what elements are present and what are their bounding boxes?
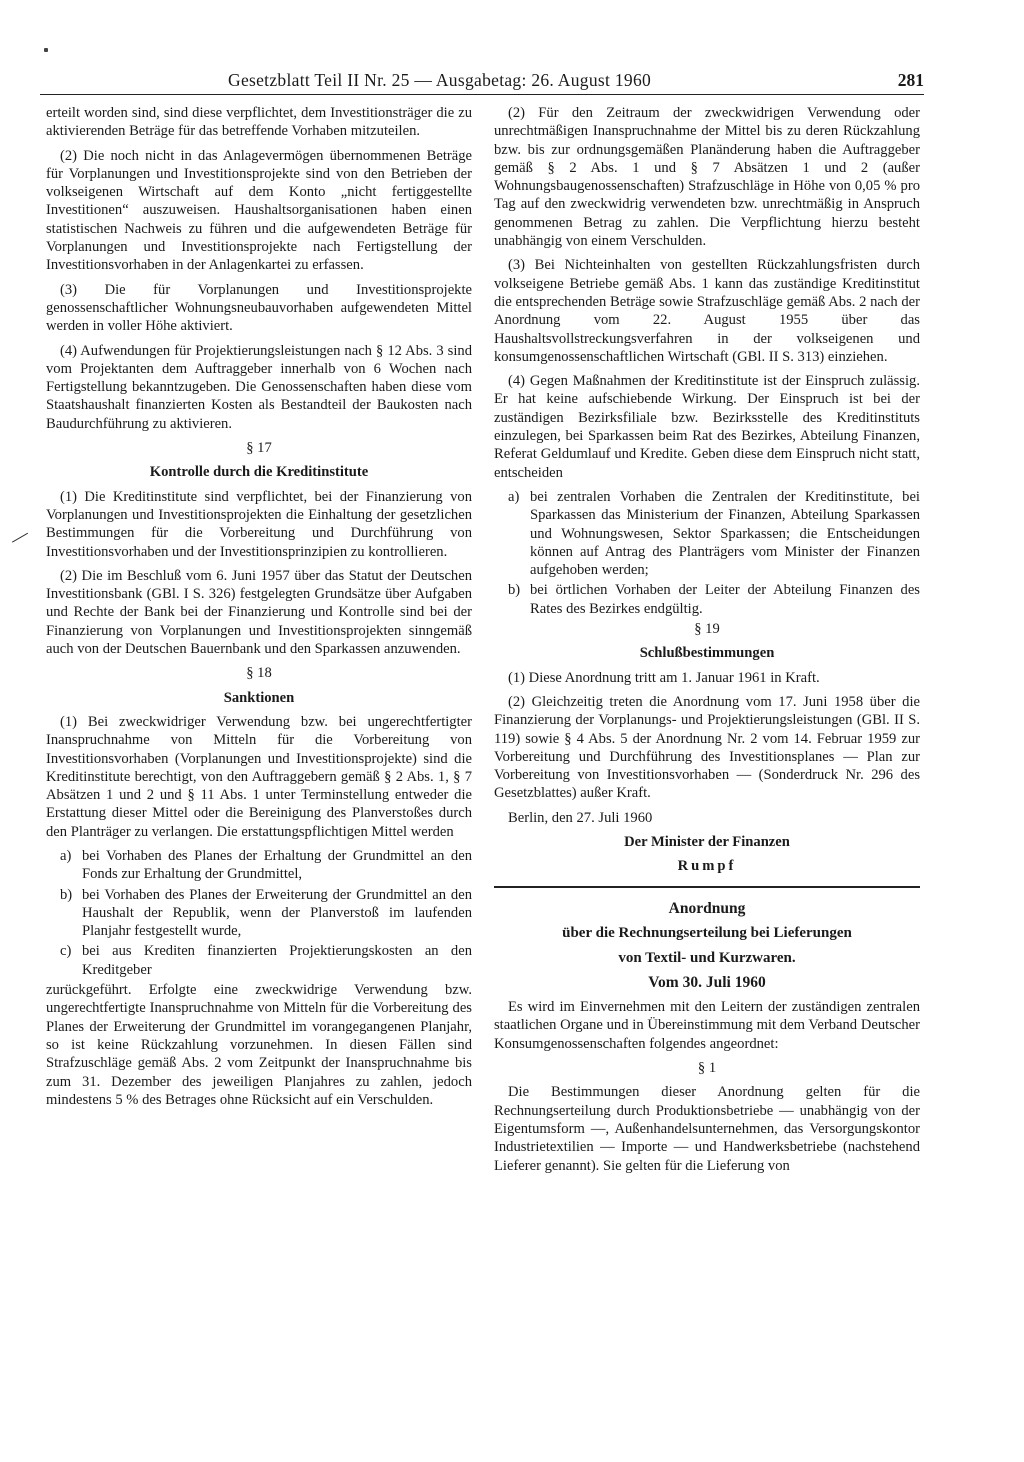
list-item bbox=[46, 847, 472, 884]
paragraph: (3) Die für Vorplanungen und Investitionsprojekte genossenschaftlicher Wohnungsneubauvorhaben aufgewendeten Mittel werden in voller Höhe aktiviert. bbox=[46, 281, 472, 335]
list-text: bei örtlichen Vorhaben der Leiter der Abteilung Finanzen des Rates des Bezirkes endgültig. bbox=[530, 582, 920, 617]
place-date: Berlin, den 27. Juli 1960 bbox=[508, 809, 653, 826]
list-label: a) bbox=[508, 488, 520, 505]
list-text: bei Vorhaben des Planes der Erweiterung der Grundmittel an den Haushalt der Republik, wenn der Planverstoß im laufenden Planjahr festgestellt wurde, bbox=[82, 886, 472, 940]
signatory-title: Der Minister der Finanzen bbox=[624, 833, 790, 850]
section-title: Schlußbestimmungen bbox=[639, 645, 775, 662]
section-title: Kontrolle durch die Kreditinstitute bbox=[149, 464, 369, 481]
list-label: b) bbox=[60, 886, 73, 903]
paragraph: erteilt worden sind, sind diese verpflichtet, dem Investitionsträger die zu aktivierenden Beträge für das betreffende Vorhaben mitzuteilen. bbox=[46, 105, 472, 140]
paragraph: (2) Gleichzeitig treten die Anordnung vom 17. Juni 1958 über die Finanzierung der Vorplanungs- und Projektierungsleistungen (GBl. II S. 119) sowie § 4 Abs. 5 der Anordnung Nr. 2 vom 14. Februar 1959 zur Vorbereitung und Durchführung des Investitionsplanes — Plan zur Vorbereitung von Investitionsvorhaben — (Sonderdruck Nr. 296 des Gesetzblattes) außer Kraft. bbox=[494, 693, 920, 802]
right-column bbox=[494, 104, 920, 1181]
list-item bbox=[46, 886, 472, 941]
margin-pen-mark bbox=[6, 522, 28, 542]
scan-speck bbox=[44, 48, 48, 52]
list-label: a) bbox=[60, 847, 72, 864]
paragraph: Die Bestimmungen dieser Anordnung gelten für die Rechnungserteilung durch Produktionsbetriebe — unabhängig von der Eigentumsform —, Außenhandelsunternehmen, das Versorgungskontor Industrietextilien — Importe — und Handwerksbetriebe (nachstehend Lieferer genannt). Sie gelten für die Lieferung von bbox=[494, 1084, 920, 1174]
list-label: c) bbox=[60, 943, 72, 960]
section-divider bbox=[494, 886, 920, 888]
section-number: § 19 bbox=[694, 621, 720, 638]
paragraph: (4) Gegen Maßnahmen der Kreditinstitute ist der Einspruch zulässig. Er hat keine aufschiebende Wirkung. Der Einspruch ist bei der zuständigen Bezirksfiliale bzw. Bezirksstelle des Kreditinstituts einzulegen, bei Sparkassen beim Rat des Bezirkes, Abteilung Finanzen, Referat Geldumlauf und Kredite. Geben diese dem Einspruch nicht statt, entscheiden bbox=[494, 373, 920, 481]
signatory-name: Rumpf bbox=[677, 858, 737, 875]
paragraph: (4) Aufwendungen für Projektierungsleistungen nach § 12 Abs. 3 sind vom Projektanten dem Auftraggeber innerhalb von 6 Wochen nach Fertigstellung bekanntzugeben. Die Genossenschaften haben diese vom Staatshaushalt finanzierten Kosten als Bestandteil der Baukosten nach Baudurchführung zu aktivieren. bbox=[46, 342, 472, 432]
paragraph: Es wird im Einvernehmen mit den Leitern der zuständigen zentralen staatlichen Organe und in Übereinstimmung mit dem Verband Deutscher Konsumgenossenschaften folgendes angeordnet: bbox=[494, 999, 920, 1052]
section-number: § 18 bbox=[246, 665, 272, 682]
list-text: bei aus Krediten finanzierten Projektierungskosten an den Kreditgeber bbox=[82, 943, 472, 978]
paragraph: (2) Für den Zeitraum der zweckwidrigen Verwendung oder unrechtmäßigen Inanspruchnahme der Mittel bis zu deren Rückzahlung bzw. bis zur ordnungsgemäßen Planänderung haben die Auftraggeber gemäß § 2 Abs. 1 und § 7 Absätzen 1 und 2 (außer Wohnungsbaugenossenschaften) Strafzuschläge in Höhe von 0,05 % pro Tag auf den zweckwidrig verwendeten bzw. unrechtmäßig in Anspruch genommenen Betrag zu zahlen. Die Verpflichtung hierzu besteht unabhängig von einem Verschulden. bbox=[494, 105, 920, 250]
list-text: bei zentralen Vorhaben die Zentralen der Kreditinstitute, bei Sparkassen das Ministerium der Finanzen, Abteilung Sparkassen und Wohnungswesen, Sektor Sparkassen; die Entscheidungen können auf Antrag des Planträgers vom Minister der Finanzen aufgehoben werden; bbox=[530, 488, 920, 579]
paragraph: (1) Bei zweckwidriger Verwendung bzw. bei ungerechtfertigter Inanspruchnahme von Mitteln für die Vorbereitung von Investitionsvorhaben (Vorplanungen und Investitionsprojekte) sind die Kreditinstitute berechtigt, von den Auftraggebern gemäß § 2 Abs. 1, § 7 Absätzen 1 und 2 und § 11 Abs. 1 unter Terminstellung entweder die Erstattung dieser Mittel oder die Bereinigung des Planverstoßes durch den Planträger zu verlangen. Die erstattungspflichtigen Mittel werden bbox=[46, 713, 472, 840]
page-number: 281 bbox=[897, 70, 924, 90]
ordinance-subtitle: von Textil- und Kurzwaren. bbox=[618, 949, 796, 966]
page-header bbox=[40, 68, 924, 95]
header-title: Gesetzblatt Teil II Nr. 25 — Ausgabetag: 26. August 1960 bbox=[228, 70, 652, 90]
list-item bbox=[46, 942, 472, 979]
paragraph: (1) Diese Anordnung tritt am 1. Januar 1961 in Kraft. bbox=[508, 669, 820, 686]
ordinance-date: Vom 30. Juli 1960 bbox=[648, 973, 766, 991]
section-number: § 17 bbox=[246, 440, 272, 457]
list-label: b) bbox=[508, 582, 521, 599]
list-item bbox=[494, 488, 920, 579]
paragraph: zurückgeführt. Erfolgte eine zweckwidrige Verwendung bzw. ungerechtfertigte Inanspruchnahme von Mitteln für die Vorbereitung des Planes der Erweiterung der Grundmittel im vorangegangenen Planjahr, so ist keine Rückzahlung vorzunehmen. In diesen Fällen sind Strafzuschläge gemäß Abs. 2 vom Zeitpunkt der Inanspruchnahme bis zum 31. Dezember des jeweiligen Planjahres zu zahlen, jedoch mindestens 5 % des Betrages ohne Rücksicht auf ein Verschulden. bbox=[46, 982, 472, 1108]
section-title: Sanktionen bbox=[223, 689, 295, 706]
list-item bbox=[494, 581, 920, 618]
ordinance-subtitle: über die Rechnungserteilung bei Lieferungen bbox=[562, 924, 852, 941]
section-number: § 1 bbox=[697, 1060, 717, 1077]
list-text: bei Vorhaben des Planes der Erhaltung der Grundmittel an den Fonds zur Erhaltung der Grundmittel, bbox=[82, 847, 472, 883]
paragraph: (1) Die Kreditinstitute sind verpflichtet, bei der Finanzierung von Vorplanungen und Investitionsprojekten die Einhaltung der gesetzlichen Bestimmungen für die Vorbereitung und Durchführung von Investitionsvorhaben und der Investitionsprinzipien zu kontrollieren. bbox=[46, 488, 472, 560]
left-column bbox=[46, 104, 472, 1115]
paragraph: (2) Die noch nicht in das Anlagevermögen übernommenen Beträge für Vorplanungen und Investitionsprojekte sind von den Betrieben der volkseigenen Wirtschaft auf dem Konto „nicht fertiggestellte Investitionen“ auszuweisen. Haushaltsorganisationen haben einen statistischen Nachweis zu führen und die aufgewendeten Beträge für Vorplanungen und Investitionsprojekte nach Fertigstellung der Investitionsvorhaben in der Anlagenkartei zu erfassen. bbox=[46, 147, 472, 274]
ordinance-title: Anordnung bbox=[668, 899, 746, 917]
paragraph: (3) Bei Nichteinhalten von gestellten Rückzahlungsfristen durch volkseigene Betriebe gemäß Abs. 1 kann das zuständige Kreditinstitut die entsprechenden Beträge sowie Strafzuschläge gemäß Abs. 2 nach der Anordnung vom 22. August 1955 über das Haushaltsvollstreckungsverfahren in der volkseigenen und konsumgenossenschaftlichen Wirtschaft (GBl. II S. 313) einziehen. bbox=[494, 257, 920, 365]
paragraph: (2) Die im Beschluß vom 6. Juni 1957 über das Statut der Deutschen Investitionsbank (GBl. I S. 326) festgelegten Grundsätze über Aufgaben und Rechte der Bank bei der Finanzierung und Kontrolle sind bei der Finanzierung von Vorplanungen und Investitionsprojekten sinngemäß auch von der Deutschen Bauernbank und den Sparkassen anzuwenden. bbox=[46, 567, 472, 658]
